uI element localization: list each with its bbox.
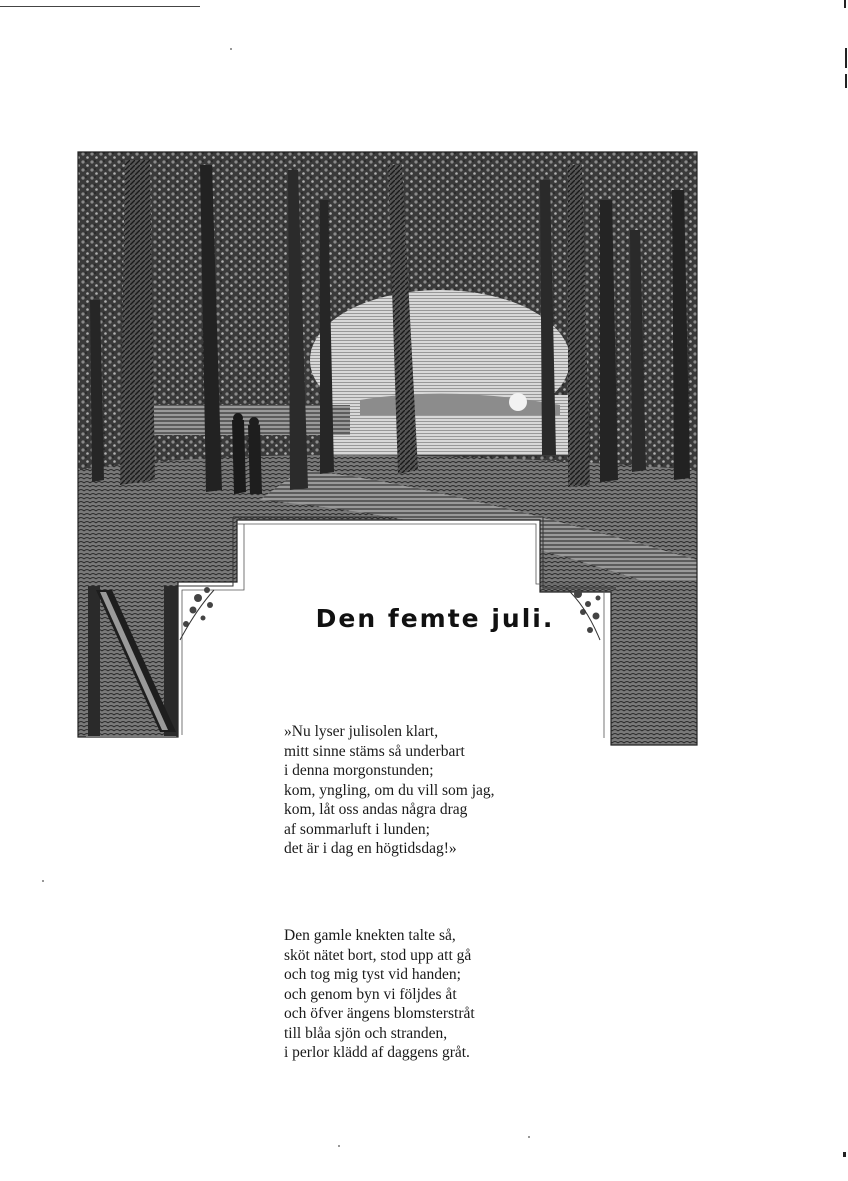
poem-line: mitt sinne stäms så underbart xyxy=(284,742,465,760)
floral-ornament-left xyxy=(180,587,214,640)
paper-speck xyxy=(528,1136,530,1138)
paper-speck xyxy=(230,48,232,50)
poem-line: och genom byn vi följdes åt xyxy=(284,985,457,1003)
poem-line: till blåa sjön och stranden, xyxy=(284,1024,448,1042)
decorative-initial-n-icon xyxy=(86,582,178,737)
poem-title: Den femte juli. xyxy=(315,604,555,633)
poem-stanza xyxy=(284,722,495,859)
poem-line: »Nu lyser julisolen klart, xyxy=(284,723,439,740)
poem-line: det är i dag en högtidsdag!» xyxy=(284,840,457,857)
poem-line: i perlor klädd af daggens gråt. xyxy=(284,1044,470,1061)
poem-line: i denna morgonstunden; xyxy=(284,762,434,779)
poem-line: och öfver ängens blomsterstråt xyxy=(284,1005,475,1022)
poem-line: sköt nätet bort, stod upp att gå xyxy=(284,946,472,964)
poem-line: af sommarluft i lunden; xyxy=(284,820,430,838)
scan-edge-mark xyxy=(843,1152,846,1157)
poem-line: kom, låt oss andas några drag xyxy=(284,801,468,818)
poem-line: och tog mig tyst vid handen; xyxy=(284,966,461,983)
paper-speck xyxy=(42,880,44,882)
paper-speck xyxy=(338,1145,340,1147)
poem-line: Den gamle knekten talte så, xyxy=(284,927,456,944)
poem-line: kom, yngling, om du vill som jag, xyxy=(284,781,495,799)
poem-stanza xyxy=(284,926,475,1063)
